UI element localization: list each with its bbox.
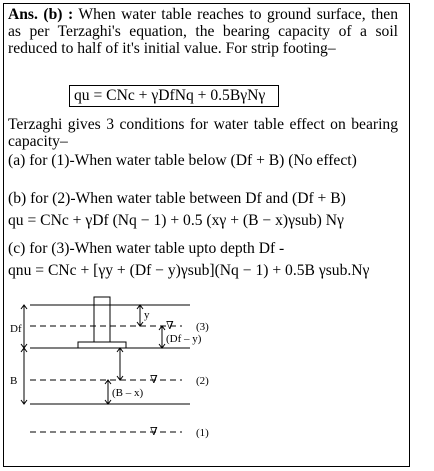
water-symbol-2: ∇	[150, 374, 158, 386]
answer-intro	[8, 6, 398, 57]
condition-c-text: (c) for (3)-When water table upto depth Df -	[8, 240, 285, 257]
footing-base	[78, 342, 126, 348]
formula-c	[8, 260, 369, 282]
condition-a	[8, 152, 398, 169]
answer-prefix: Ans. (b) :	[8, 6, 74, 23]
answer-intro-text: When water table reaches to ground surface, then as per Terzaghi's equation, the bearing capacity of a soil reduced to half of it's initial value. For strip footing–	[8, 6, 398, 57]
label-y: y	[144, 309, 150, 321]
water-symbol-1: ∇	[150, 426, 158, 438]
condition-a-text: (a) for (1)-When water table below (Df + B) (No effect)	[8, 152, 357, 169]
formula-c-text: qnu = CNc + [γy + (Df − y)γsub](Nq − 1) + 0.5B γsub.Nγ	[8, 262, 370, 279]
label-df: Df	[10, 323, 22, 335]
main-formula-text: qu = CNc + γDfNq + 0.5BγNγ	[74, 87, 266, 104]
water-symbol-3: ∇	[166, 320, 174, 332]
water-table-diagram	[0, 292, 434, 471]
label-b: B	[10, 375, 18, 387]
formula-b-text: qu = CNc + γDf (Nq − 1) + 0.5 (xγ + (B − x)γsub) Nγ	[8, 212, 344, 229]
label-df-minus-y: (Df – y)	[166, 333, 202, 345]
label-b-minus-x: (B – x)	[112, 387, 144, 399]
label-2: (2)	[196, 375, 209, 387]
label-3: (3)	[196, 321, 209, 333]
terzaghi-conditions	[8, 116, 398, 150]
condition-b-text: (b) for (2)-When water table between Df and (Df + B)	[8, 190, 346, 207]
condition-b	[8, 190, 346, 207]
terzaghi-conditions-text: Terzaghi gives 3 conditions for water table effect on bearing capacity–	[8, 116, 398, 150]
formula-b	[8, 210, 344, 232]
main-formula	[69, 85, 279, 107]
label-1: (1)	[196, 427, 209, 439]
footing-column	[94, 297, 110, 342]
condition-c	[8, 240, 284, 257]
